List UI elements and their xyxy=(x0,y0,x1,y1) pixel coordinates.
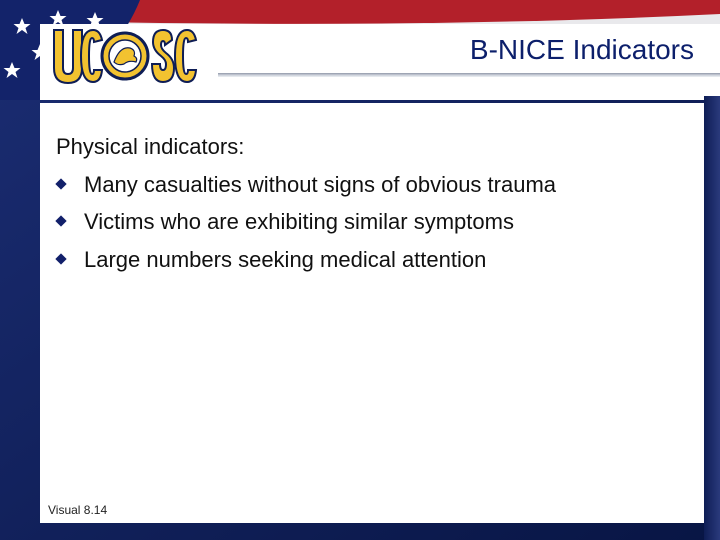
diamond-bullet-icon xyxy=(55,253,66,264)
bullet-item xyxy=(56,166,696,204)
slide-footer-label: Visual 8.14 xyxy=(48,503,108,517)
section-heading: Physical indicators: xyxy=(56,134,245,159)
bullet-list xyxy=(56,166,696,279)
slide-title: B-NICE Indicators xyxy=(469,34,694,65)
diamond-bullet-icon xyxy=(55,178,66,189)
bullet-text: Large numbers seeking medical attention xyxy=(84,246,487,272)
bullet-text: Victims who are exhibiting similar symptoms xyxy=(84,209,514,234)
ucsc-logo xyxy=(50,24,200,94)
title-divider xyxy=(218,73,720,77)
bullet-item xyxy=(56,203,696,241)
diamond-bullet-icon xyxy=(55,215,66,226)
slide-body xyxy=(56,128,696,278)
bullet-text: Many casualties without signs of obvious trauma xyxy=(84,171,557,197)
bullet-item xyxy=(56,241,696,279)
